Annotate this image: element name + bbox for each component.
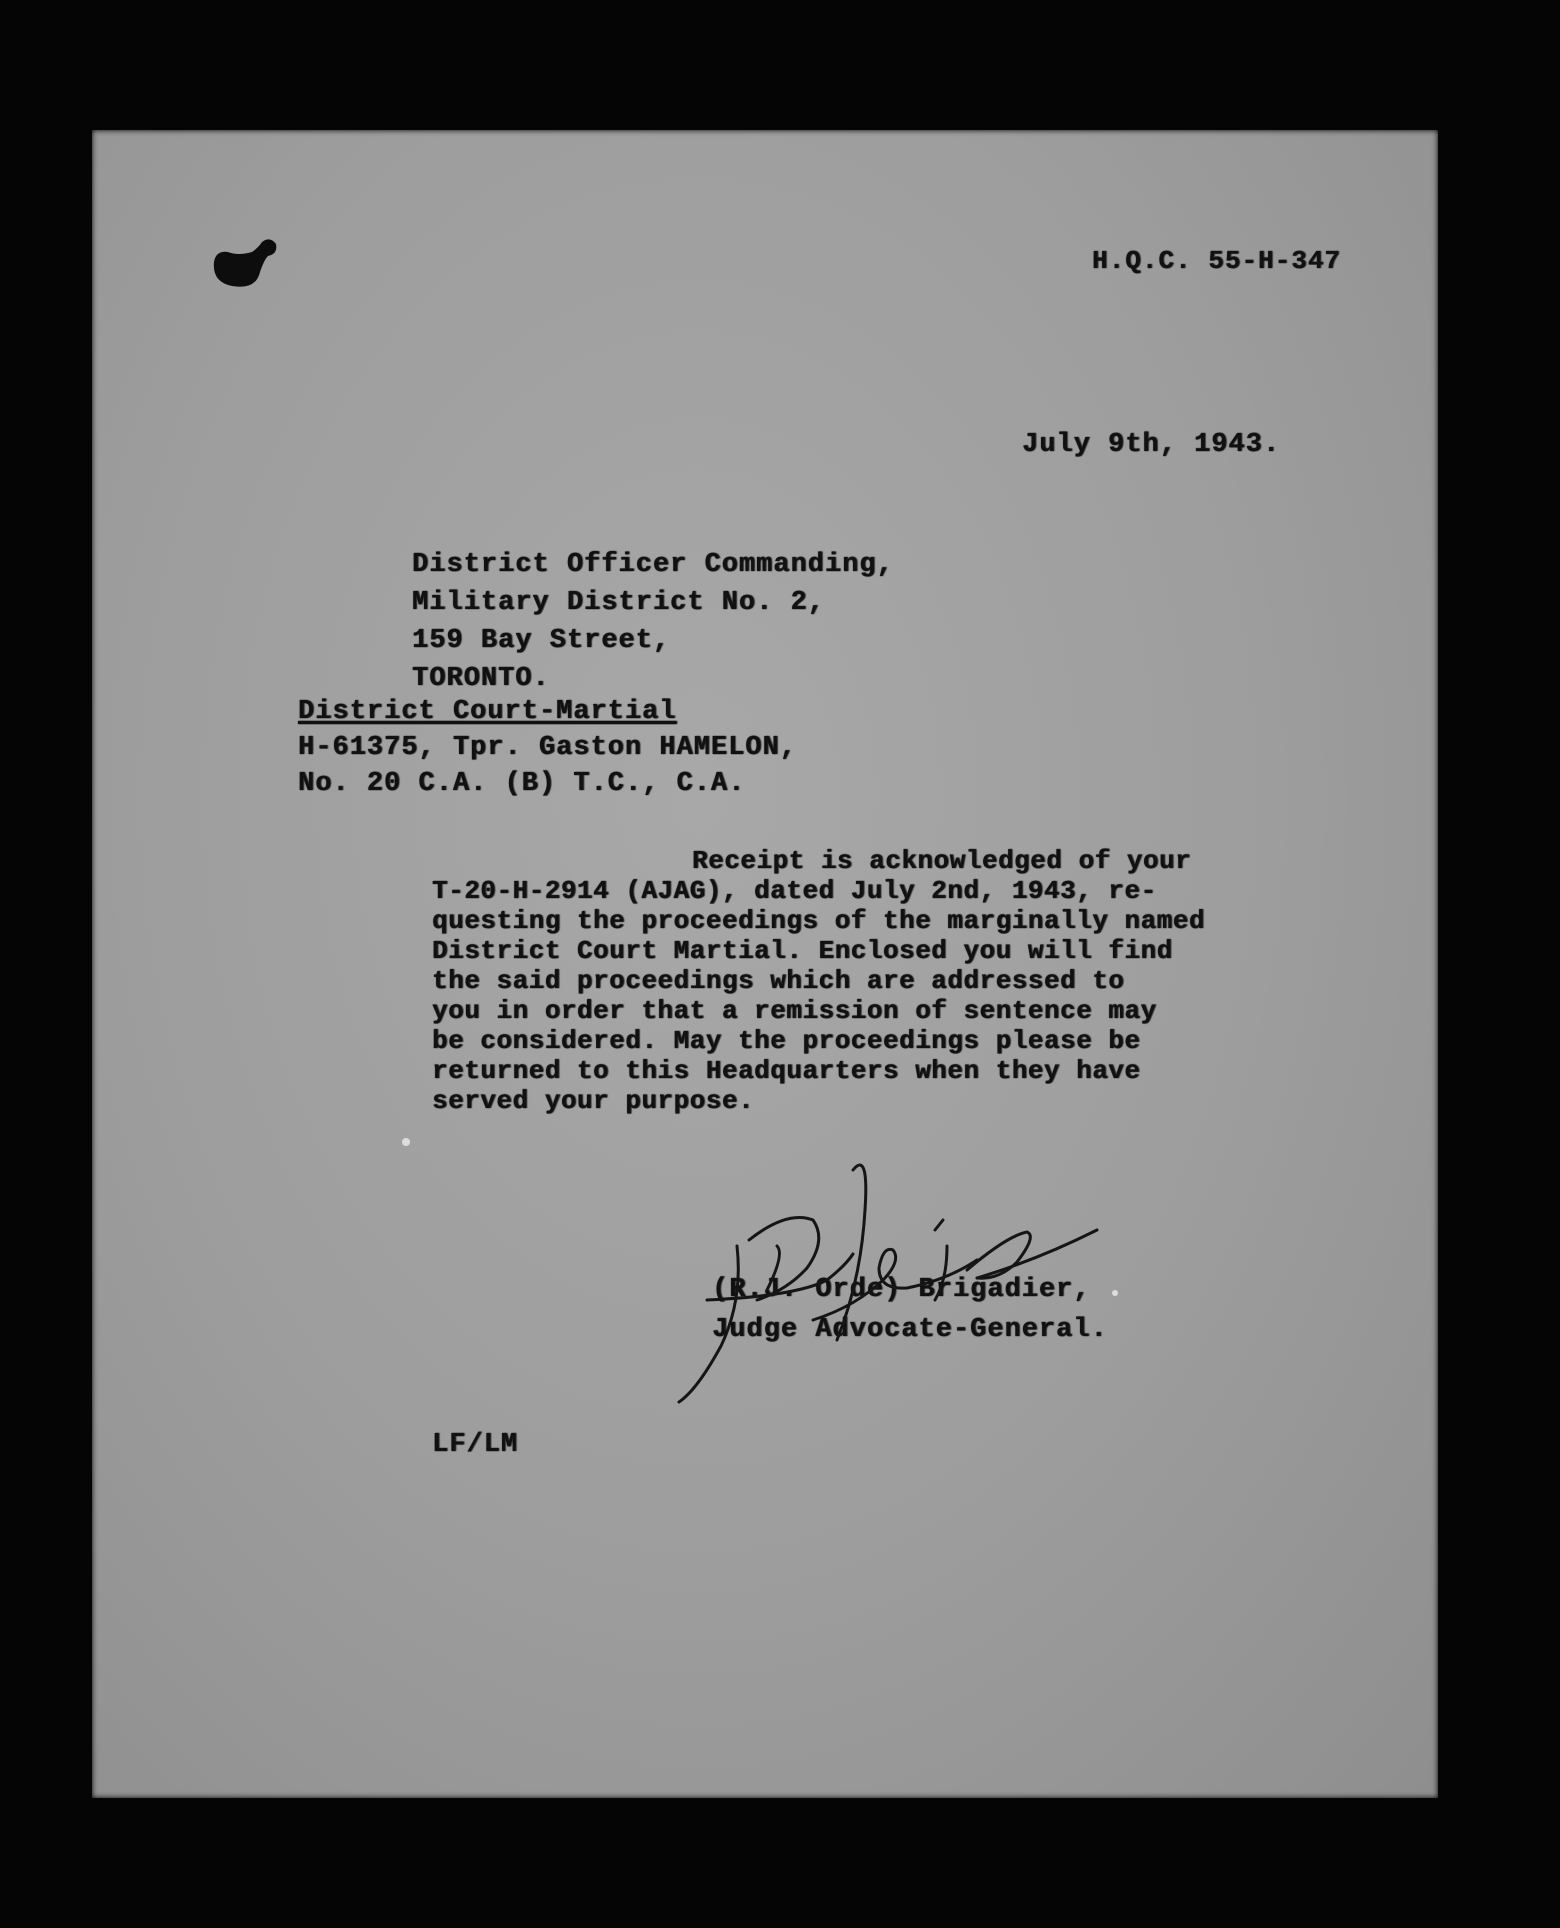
signatory-name: (R.J. Orde) Brigadier, xyxy=(712,1275,1091,1305)
body-line: you in order that a remission of sentence may xyxy=(432,996,1157,1026)
subject-line: H-61375, Tpr. Gaston HAMELON, xyxy=(298,733,797,763)
paper-speck xyxy=(402,1138,410,1146)
body-line: served your purpose. xyxy=(432,1086,755,1116)
reference-initials: LF/LM xyxy=(432,1430,519,1460)
file-reference: H.Q.C. 55-H-347 xyxy=(1092,246,1342,276)
body-line: the said proceedings which are addressed to xyxy=(432,966,1125,996)
body-line: District Court Martial. Enclosed you will find xyxy=(432,936,1173,966)
addressee-line: 159 Bay Street, xyxy=(412,626,671,656)
signatory-title: Judge Advocate-General. xyxy=(712,1315,1108,1345)
body-line: Receipt is acknowledged of your xyxy=(692,846,1192,876)
punch-hole-mark xyxy=(208,232,282,290)
letter-page xyxy=(92,130,1438,1798)
letter-body xyxy=(432,846,1205,1116)
subject-block xyxy=(298,694,797,802)
subject-heading: District Court-Martial xyxy=(298,697,677,727)
addressee-line: Military District No. 2, xyxy=(412,588,825,618)
body-line: returned to this Headquarters when they have xyxy=(432,1056,1141,1086)
addressee-line: TORONTO. xyxy=(412,664,550,694)
body-line: T-20-H-2914 (AJAG), dated July 2nd, 1943, re- xyxy=(432,876,1157,906)
addressee-block xyxy=(412,546,894,698)
body-line: be considered. May the proceedings please be xyxy=(432,1026,1141,1056)
body-line: questing the proceedings of the marginally named xyxy=(432,906,1205,936)
handwritten-signature xyxy=(617,1150,1137,1420)
addressee-line: District Officer Commanding, xyxy=(412,550,894,580)
subject-line: No. 20 C.A. (B) T.C., C.A. xyxy=(298,769,746,799)
letter-date: July 9th, 1943. xyxy=(1022,430,1281,460)
